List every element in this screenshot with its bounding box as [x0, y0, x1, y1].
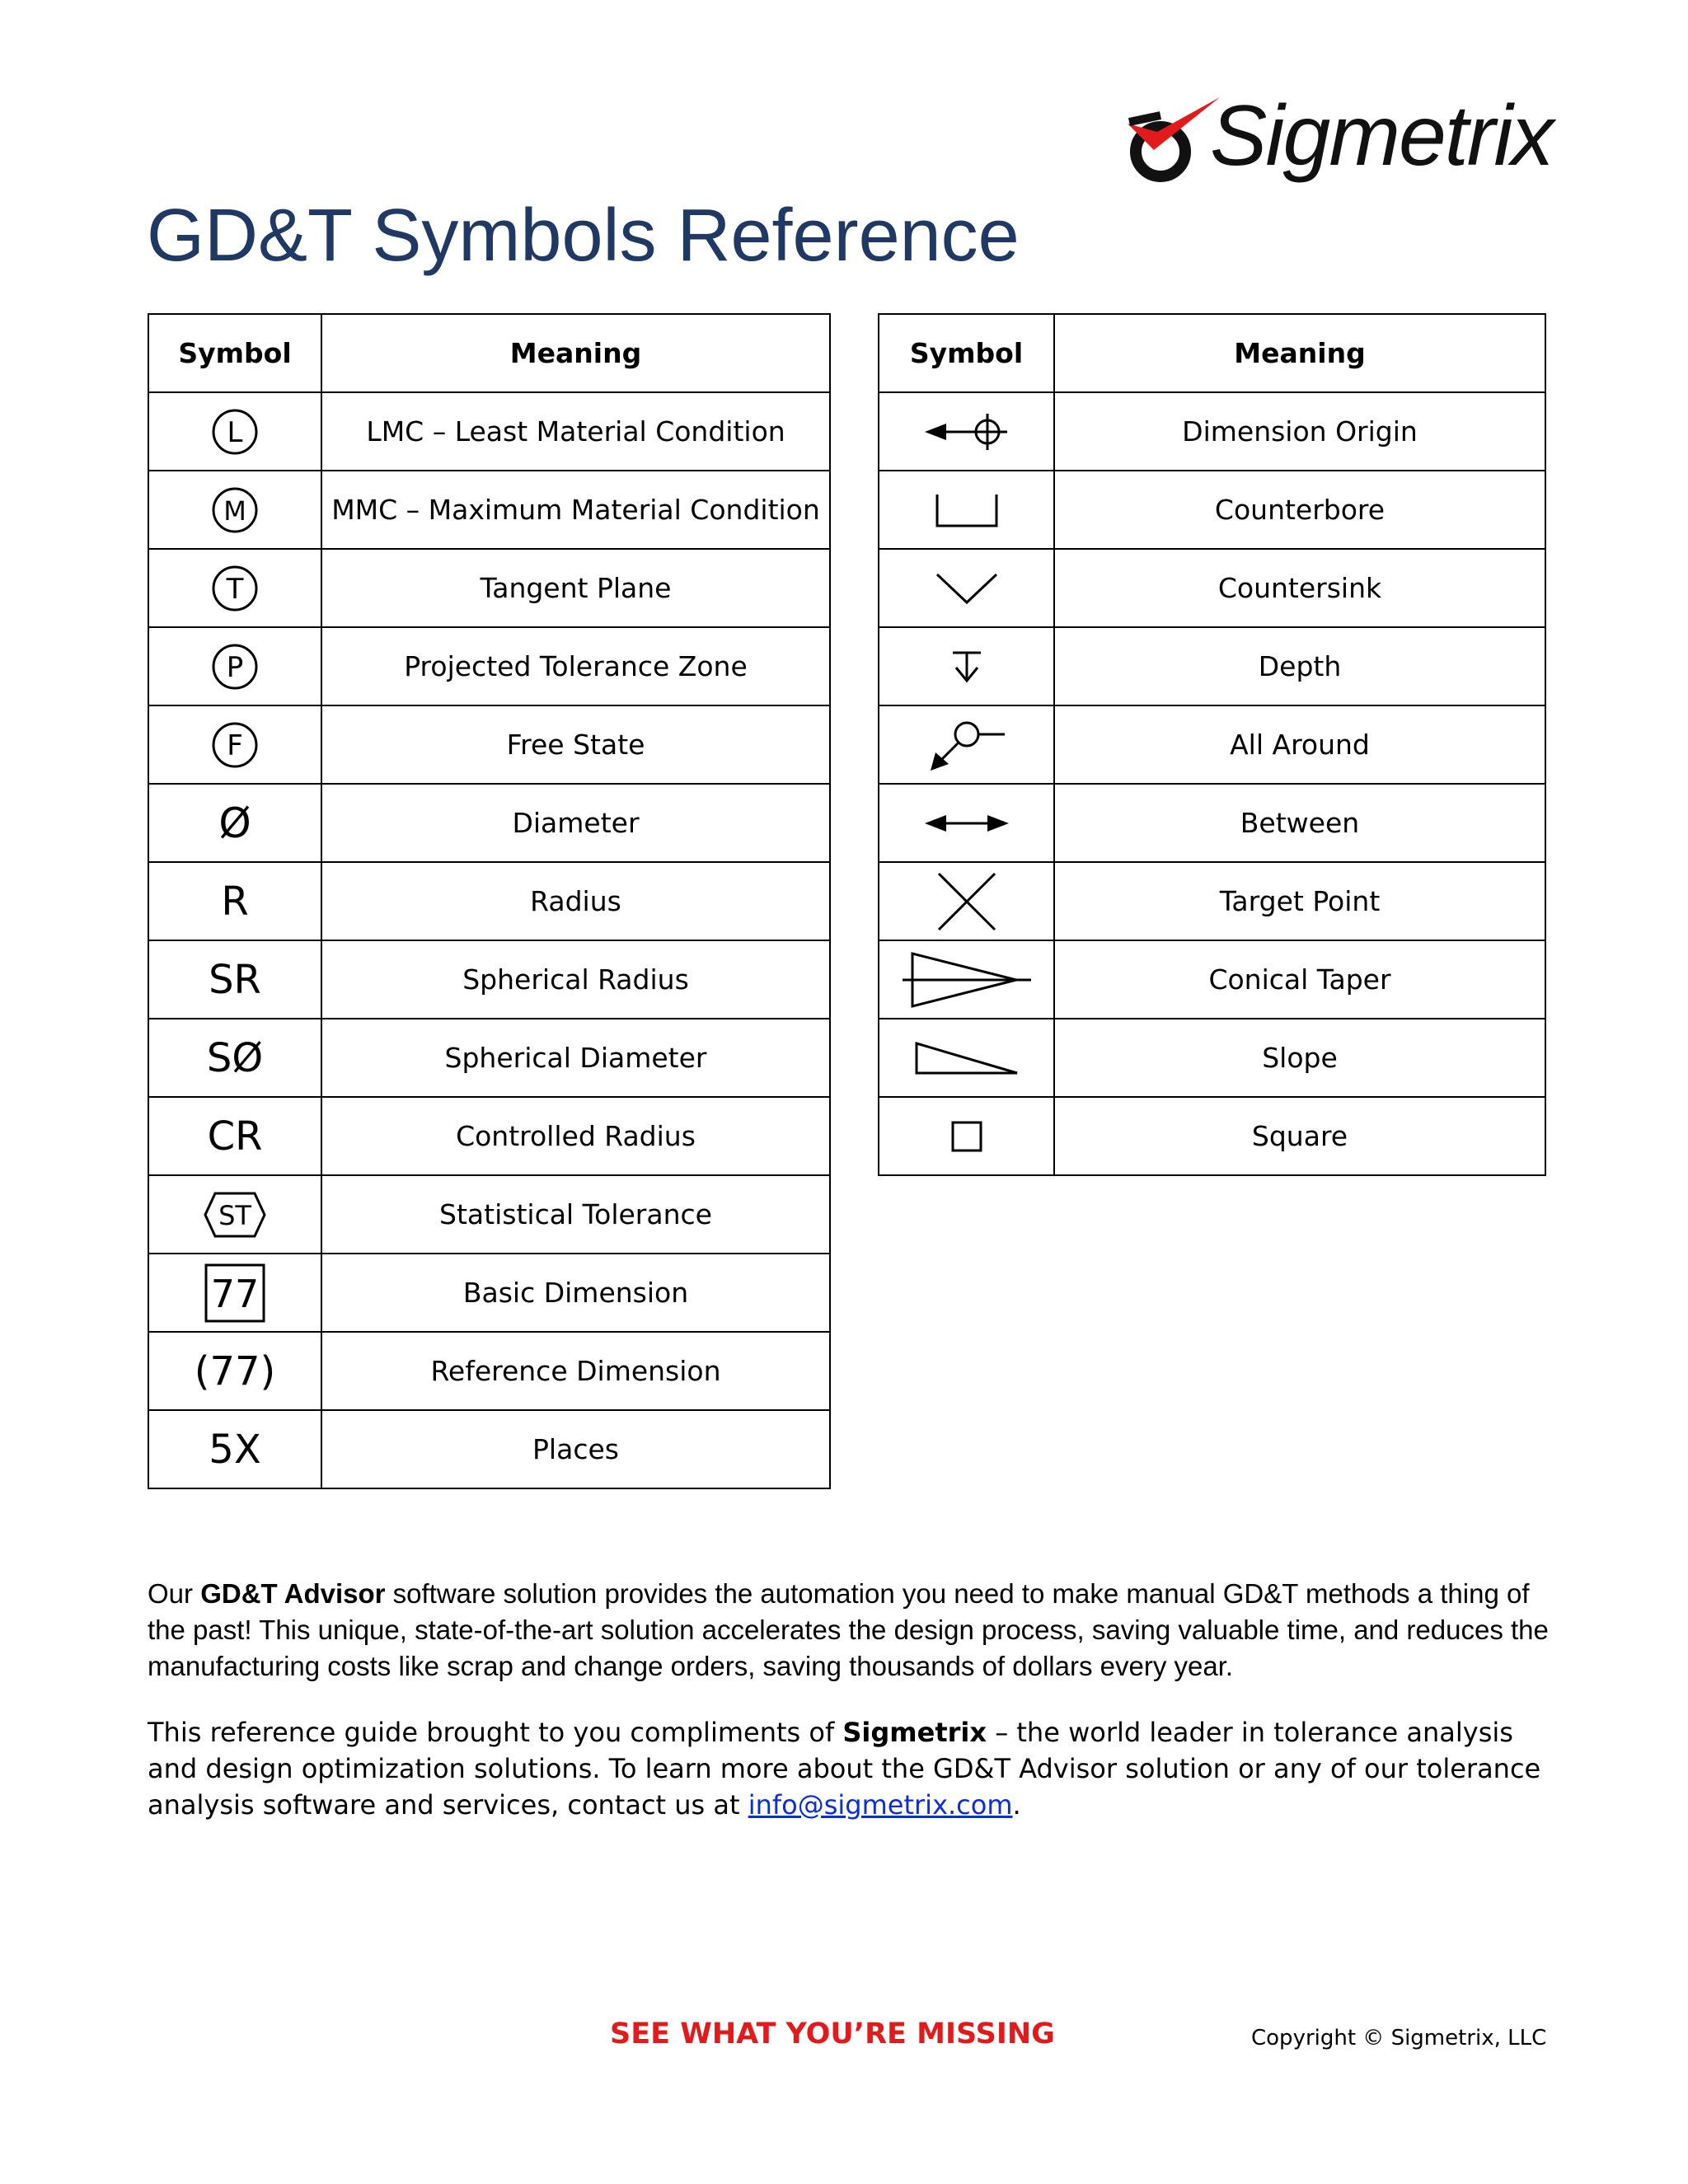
circle-f-icon: [210, 720, 260, 770]
spherical-diameter-icon: SØ: [206, 1034, 264, 1081]
svg-text:F: F: [227, 729, 243, 762]
symbol-cell: [148, 1332, 321, 1410]
table-row: [148, 940, 830, 1019]
meaning-cell: LMC – Least Material Condition: [321, 392, 830, 471]
symbol-cell: [148, 1254, 321, 1332]
table-row: [148, 392, 830, 471]
table-row: [148, 1097, 830, 1175]
table-row: [148, 1254, 830, 1332]
symbol-cell: [148, 392, 321, 471]
controlled-radius-icon: CR: [207, 1113, 263, 1160]
table-row: [148, 1410, 830, 1488]
meaning-cell: Controlled Radius: [321, 1097, 830, 1175]
meaning-cell: Projected Tolerance Zone: [321, 627, 830, 705]
para2-pre: This reference guide brought to you compliments of: [148, 1717, 843, 1748]
table-row: [879, 784, 1545, 862]
symbol-cell: [879, 862, 1054, 940]
spherical-radius-icon: SR: [209, 956, 261, 1003]
basic-dimension-icon: [204, 1263, 266, 1324]
diameter-icon: [206, 794, 264, 852]
symbol-cell: [148, 471, 321, 549]
table-row: [148, 1175, 830, 1254]
meaning-cell: Statistical Tolerance: [321, 1175, 830, 1254]
circle-m-icon: [210, 485, 260, 535]
symbol-cell: [879, 1019, 1054, 1097]
symbol-cell: [879, 392, 1054, 471]
page-title: GD&T Symbols Reference: [147, 194, 1020, 277]
symbol-cell: [879, 784, 1054, 862]
meaning-cell: Slope: [1054, 1019, 1545, 1097]
countersink-icon: [934, 568, 1000, 609]
square-icon: [950, 1120, 983, 1153]
left-symbols-table: [148, 313, 831, 1489]
table-row: [148, 784, 830, 862]
circle-p-icon: [210, 642, 260, 691]
table-row: [879, 1097, 1545, 1175]
symbol-cell: [879, 549, 1054, 627]
svg-text:Ø: Ø: [218, 799, 251, 847]
symbol-cell: [148, 549, 321, 627]
all-around-icon: [926, 716, 1008, 774]
conical-taper-icon: [901, 949, 1033, 1011]
meaning-cell: All Around: [1054, 705, 1545, 784]
svg-text:T: T: [226, 572, 244, 606]
radius-icon: R: [221, 878, 249, 925]
statistical-tolerance-icon: [204, 1190, 266, 1240]
between-icon: [921, 807, 1012, 840]
right-symbols-table: [878, 313, 1546, 1176]
footer-tagline: SEE WHAT YOU’RE MISSING: [610, 2018, 1055, 2050]
table-row: [879, 549, 1545, 627]
table-row: [879, 471, 1545, 549]
meaning-cell: Square: [1054, 1097, 1545, 1175]
table-row: [879, 940, 1545, 1019]
meaning-cell: Diameter: [321, 784, 830, 862]
meaning-cell: Depth: [1054, 627, 1545, 705]
symbol-cell: [148, 784, 321, 862]
meaning-cell: Conical Taper: [1054, 940, 1545, 1019]
table-row: [879, 862, 1545, 940]
symbol-header: Symbol: [148, 314, 321, 392]
svg-text:ST: ST: [218, 1199, 251, 1231]
para2-mid: – the world leader in tolerance analysis and design optimization solutions. To learn more about the GD&T Advisor solution or any of our tolerance analysis software and services, contact us at: [148, 1717, 1541, 1821]
table-header-row: [148, 314, 830, 392]
symbol-cell: [148, 627, 321, 705]
table-row: [879, 627, 1545, 705]
para2-bold: Sigmetrix: [842, 1717, 987, 1748]
circle-l-icon: [210, 407, 260, 457]
meaning-cell: Places: [321, 1410, 830, 1488]
copyright-text: Copyright © Sigmetrix, LLC: [1251, 2026, 1547, 2050]
slope-icon: [913, 1040, 1020, 1076]
table-row: [148, 1332, 830, 1410]
circle-t-icon: [210, 564, 260, 613]
symbol-cell: [148, 1410, 321, 1488]
table-row: [879, 392, 1545, 471]
symbol-cell: [148, 1019, 321, 1097]
symbol-cell: [879, 1097, 1054, 1175]
meaning-cell: Spherical Diameter: [321, 1019, 830, 1097]
meaning-cell: Dimension Origin: [1054, 392, 1545, 471]
sigmetrix-logo: [1121, 88, 1553, 199]
meaning-cell: Countersink: [1054, 549, 1545, 627]
counterbore-icon: [934, 490, 1000, 531]
symbol-header: Symbol: [879, 314, 1054, 392]
symbol-cell: [879, 940, 1054, 1019]
table-row: [148, 471, 830, 549]
svg-text:77: 77: [210, 1271, 260, 1316]
meaning-header: Meaning: [321, 314, 830, 392]
target-point-icon: [935, 870, 998, 933]
meaning-cell: Basic Dimension: [321, 1254, 830, 1332]
table-row: [148, 705, 830, 784]
table-header-row: [879, 314, 1545, 392]
para1-bold: GD&T Advisor: [200, 1578, 386, 1609]
meaning-cell: Reference Dimension: [321, 1332, 830, 1410]
para1-pre: Our: [148, 1578, 201, 1609]
places-icon: 5X: [209, 1426, 261, 1473]
para2-end: .: [1012, 1789, 1021, 1821]
email-link[interactable]: info@sigmetrix.com: [748, 1789, 1013, 1821]
dimension-origin-icon: [921, 407, 1012, 457]
meaning-cell: Target Point: [1054, 862, 1545, 940]
meaning-cell: MMC – Maximum Material Condition: [321, 471, 830, 549]
table-row: [148, 1019, 830, 1097]
table-row: [148, 862, 830, 940]
depth-icon: [946, 646, 987, 687]
table-row: [879, 1019, 1545, 1097]
para1-post: software solution provides the automation you need to make manual GD&T methods a thing of the past! This unique, state-of-the-art solution accelerates the design process, saving valuable time, and reduces the manufacturing costs like scrap and change orders, saving thousands of dollars every year.: [148, 1578, 1549, 1681]
advisor-paragraph: [148, 1576, 1549, 1685]
symbol-cell: [148, 862, 321, 940]
svg-text:L: L: [227, 415, 243, 449]
logo-text: Sigmetrix: [1210, 88, 1553, 184]
symbol-cell: [879, 471, 1054, 549]
reference-dimension-icon: (77): [194, 1347, 276, 1394]
symbol-cell: [148, 1175, 321, 1254]
symbol-cell: [148, 940, 321, 1019]
meaning-cell: Between: [1054, 784, 1545, 862]
svg-text:P: P: [226, 650, 244, 684]
svg-text:M: M: [223, 494, 246, 527]
meaning-header: Meaning: [1054, 314, 1545, 392]
meaning-cell: Tangent Plane: [321, 549, 830, 627]
symbol-cell: [879, 705, 1054, 784]
compliments-paragraph: [148, 1714, 1549, 1823]
symbol-cell: [879, 627, 1054, 705]
meaning-cell: Free State: [321, 705, 830, 784]
symbol-cell: [148, 705, 321, 784]
symbol-cell: [148, 1097, 321, 1175]
meaning-cell: Counterbore: [1054, 471, 1545, 549]
meaning-cell: Radius: [321, 862, 830, 940]
table-row: [148, 549, 830, 627]
table-row: [148, 627, 830, 705]
table-row: [879, 705, 1545, 784]
meaning-cell: Spherical Radius: [321, 940, 830, 1019]
